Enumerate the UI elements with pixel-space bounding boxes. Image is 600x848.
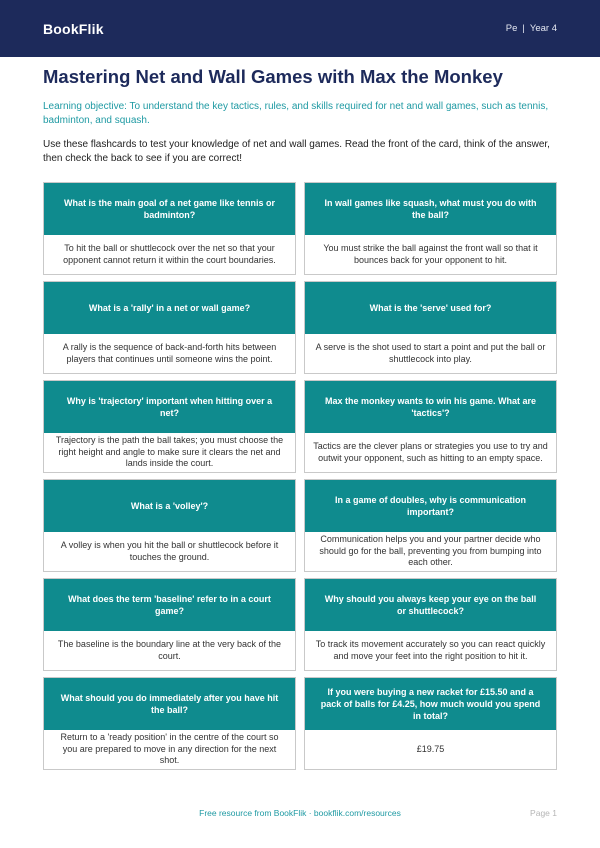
flashcard-grid: [43, 182, 557, 770]
flashcard: [43, 578, 296, 671]
flashcard-question: What is the 'serve' used for?: [305, 282, 556, 334]
subject-label: Pe: [505, 23, 518, 34]
flashcard: [43, 281, 296, 374]
flashcard-answer: A serve is the shot used to start a point and put the ball or shuttlecock into play.: [315, 342, 546, 364]
top-banner: [0, 0, 600, 57]
learning-objective: Learning objective: To understand the key tactics, rules, and skills required for net and wall games, such as tennis, badminton, and squash.: [43, 101, 549, 126]
flashcard: [304, 380, 557, 473]
subject-year-label: [506, 23, 557, 34]
instructions-text: Use these flashcards to test your knowledge of net and wall games. Read the front of the card, think of the answer, then check the back to see if you are correct!: [43, 139, 550, 164]
flashcard-answer: Communication helps you and your partner decide who should go for the ball, preventing you from bumping into each other.: [319, 534, 542, 568]
meta-separator: |: [522, 23, 525, 34]
flashcard-answer: You must strike the ball against the front wall so that it bounces back for your opponent to hit.: [323, 243, 538, 265]
flashcard-question: Max the monkey wants to win his game. What are 'tactics'?: [305, 381, 556, 433]
footer-credit: Free resource from BookFlik · bookflik.com/resources: [199, 808, 401, 818]
flashcard-question: In a game of doubles, why is communication important?: [305, 480, 556, 532]
flashcard: [304, 677, 557, 770]
year-label: Year 4: [529, 23, 557, 34]
flashcard: [43, 677, 296, 770]
flashcard: [304, 479, 557, 572]
flashcard: [43, 479, 296, 572]
flashcard-answer: Tactics are the clever plans or strategies you use to try and outwit your opponent, such as hitting to an empty space.: [313, 441, 548, 463]
flashcard-answer: To hit the ball or shuttlecock over the net so that your opponent cannot return it within the court boundaries.: [63, 243, 276, 265]
flashcard-answer: To track its movement accurately so you can react quickly and move your feet into the right position to hit it.: [315, 639, 546, 661]
flashcard-question: What is a 'volley'?: [44, 480, 295, 532]
flashcard-answer: The baseline is the boundary line at the very back of the court.: [57, 639, 282, 661]
flashcard-answer: A rally is the sequence of back-and-forth hits between players that continues until someone wins the point.: [62, 342, 277, 364]
flashcard-question: Why should you always keep your eye on the ball or shuttlecock?: [305, 579, 556, 631]
flashcard-question: What is the main goal of a net game like tennis or badminton?: [44, 183, 295, 235]
flashcard: [304, 578, 557, 671]
flashcard: [43, 380, 296, 473]
flashcard-answer: Trajectory is the path the ball takes; you must choose the right height and angle to make sure it clears the net and lands inside the court.: [55, 435, 284, 469]
flashcard-answer: Return to a 'ready position' in the centre of the court so you are prepared to move in any direction for the next shot.: [60, 732, 279, 766]
page-title: Mastering Net and Wall Games with Max the Monkey: [43, 66, 503, 87]
flashcard: [304, 182, 557, 275]
brand-logo: BookFlik: [43, 20, 104, 37]
flashcard: [304, 281, 557, 374]
flashcard-answer: A volley is when you hit the ball or shuttlecock before it touches the ground.: [60, 540, 279, 562]
flashcard-question: What should you do immediately after you have hit the ball?: [44, 678, 295, 730]
flashcard-question: Why is 'trajectory' important when hitting over a net?: [44, 381, 295, 433]
flashcard-question: What does the term 'baseline' refer to in a court game?: [44, 579, 295, 631]
page-number: Page 1: [530, 808, 557, 818]
flashcard: [43, 182, 296, 275]
flashcard-question: If you were buying a new racket for £15.50 and a pack of balls for £4.25, how much would you spend in total?: [305, 678, 556, 730]
flashcard-question: What is a 'rally' in a net or wall game?: [44, 282, 295, 334]
flashcard-question: In wall games like squash, what must you do with the ball?: [305, 183, 556, 235]
flashcard-answer: £19.75: [416, 743, 445, 754]
